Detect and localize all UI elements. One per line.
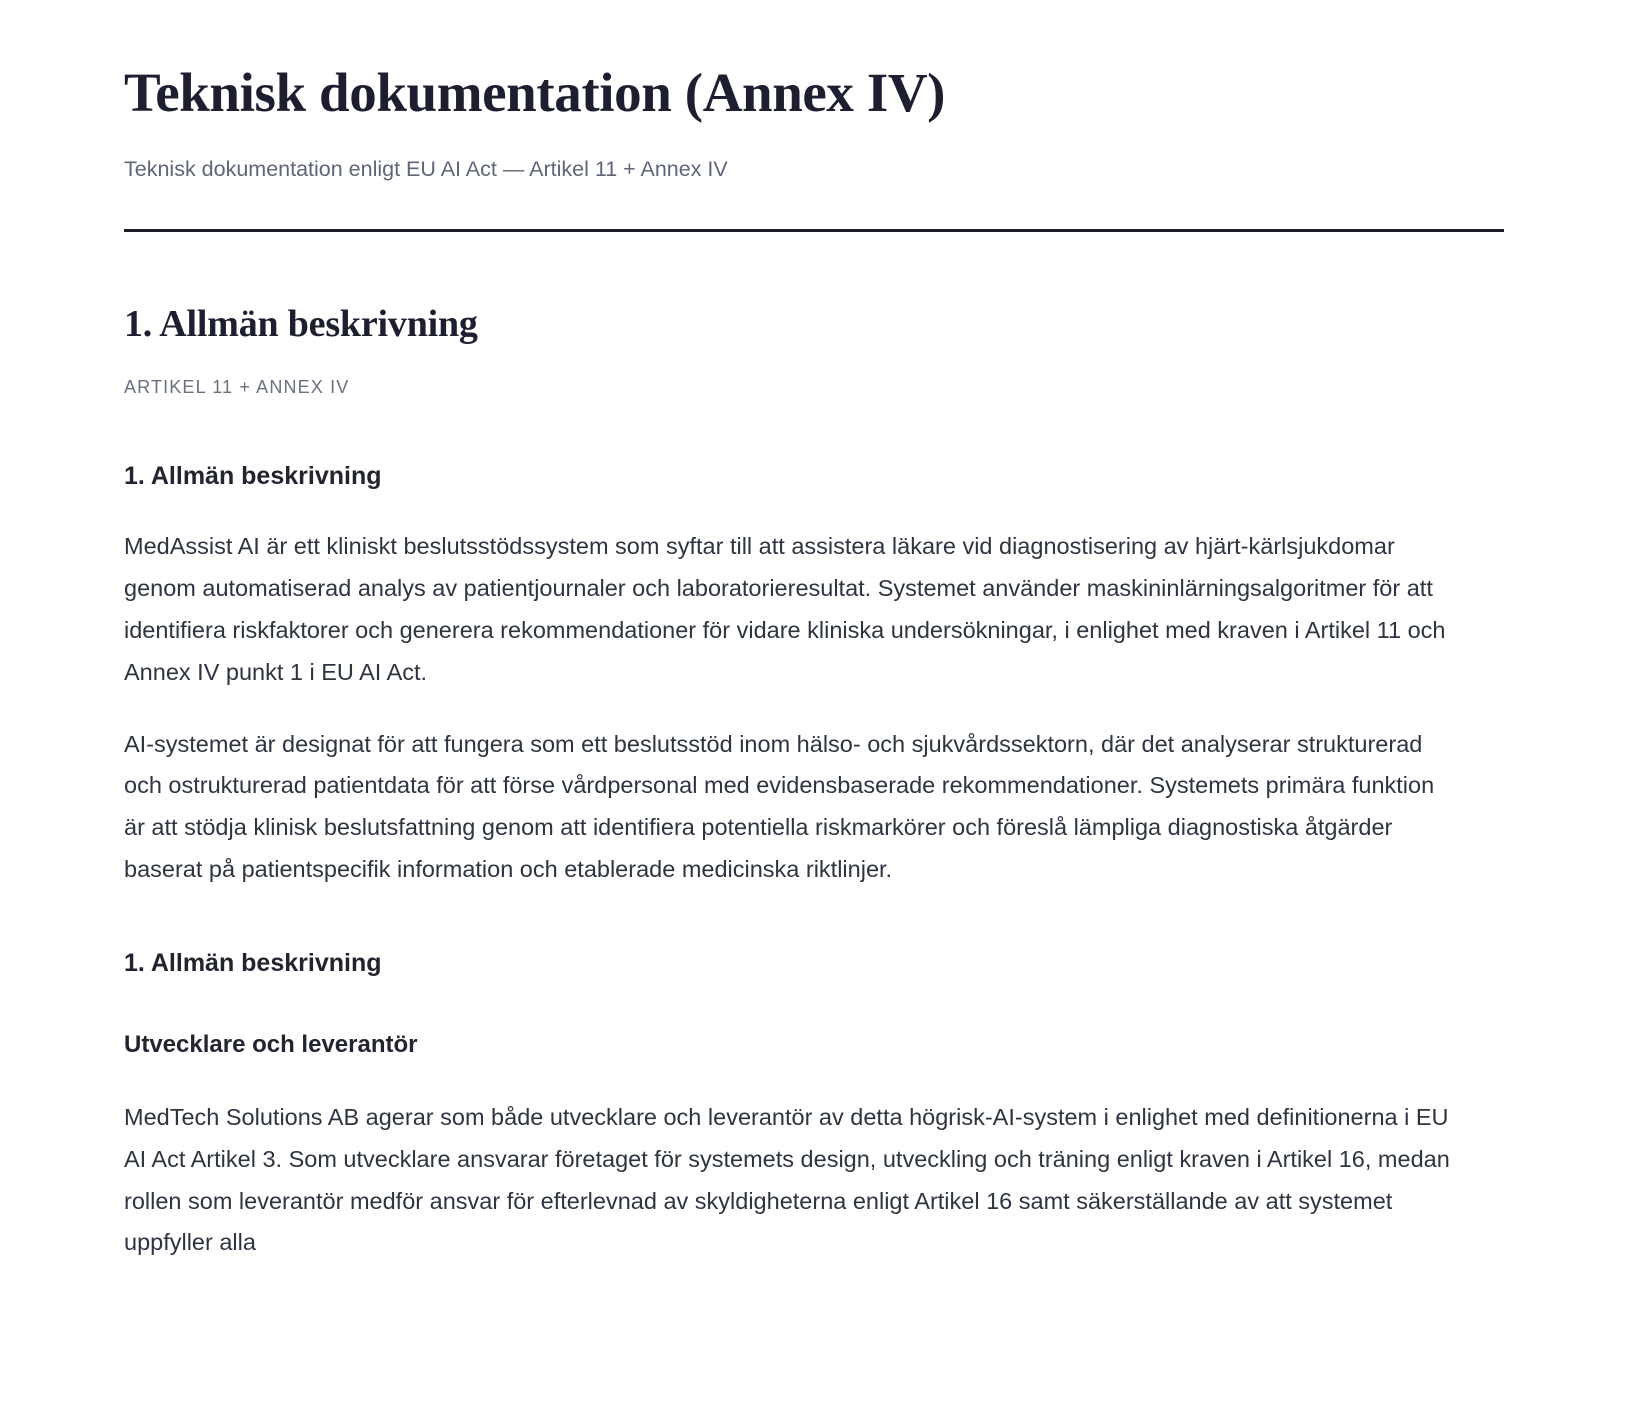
- page-title: Teknisk dokumentation (Annex IV): [124, 62, 946, 123]
- document-content: [124, 0, 1504, 1264]
- body-paragraph-system-overview: MedAssist AI är ett kliniskt beslutsstödssystem som syftar till att assistera läkare vid diagnostisering av hjärt-kärlsjukdomar genom automatiserad analys av patientjournaler och laboratorieresultat. Systemet använder maskininlärningsalgoritmer för att identifiera riskfaktorer och generera rekommendationer för vidare kliniska undersökningar, i enlighet med kraven i Artikel 11 och Annex IV punkt 1 i EU AI Act.: [124, 533, 1446, 685]
- body-subheading-developer-supplier: Utvecklare och leverantör: [124, 1030, 418, 1058]
- spacer: [124, 494, 1504, 526]
- spacer: [124, 1061, 1504, 1097]
- body-heading-general-description-1: 1. Allmän beskrivning: [124, 462, 382, 491]
- page-subtitle: Teknisk dokumentation enligt EU AI Act — Artikel 11 + Annex IV: [124, 156, 728, 181]
- spacer: [124, 981, 1504, 1029]
- spacer: [124, 694, 1504, 724]
- body-paragraph-developer-supplier: MedTech Solutions AB agerar som både utvecklare och leverantör av detta högrisk-AI-system i enlighet med definitionerna i EU AI Act Artikel 3. Som utvecklare ansvarar företaget för systemets design, utveckling och träning enligt kraven i Artikel 16, medan rollen som leverantör medför ansvar för efterlevnad av skyldigheterna enligt Artikel 16 samt säkerställande av att systemet uppfyller alla: [124, 1103, 1450, 1256]
- section-heading: 1. Allmän beskrivning: [124, 302, 478, 345]
- body-paragraph-system-purpose: AI-systemet är designat för att fungera som ett beslutsstöd inom hälso- och sjukvårdssektorn, där det analyserar strukturerad och ostrukturerad patientdata för att förse vårdpersonal med evidensbaserade rekommendationer. Systemets primära funktion är att stödja klinisk beslutsfattning genom att identifiera potentiella riskmarkörer och föreslå lämpliga diagnostiska åtgärder baserat på patientspecifik information och etablerade medicinska riktlinjer.: [124, 730, 1435, 882]
- section-general-description: [124, 232, 1504, 1264]
- body-heading-general-description-2: 1. Allmän beskrivning: [124, 948, 382, 977]
- spacer: [124, 891, 1504, 947]
- section-article-label: ARTIKEL 11 + ANNEX IV: [124, 377, 350, 398]
- section-body: [124, 398, 1504, 1264]
